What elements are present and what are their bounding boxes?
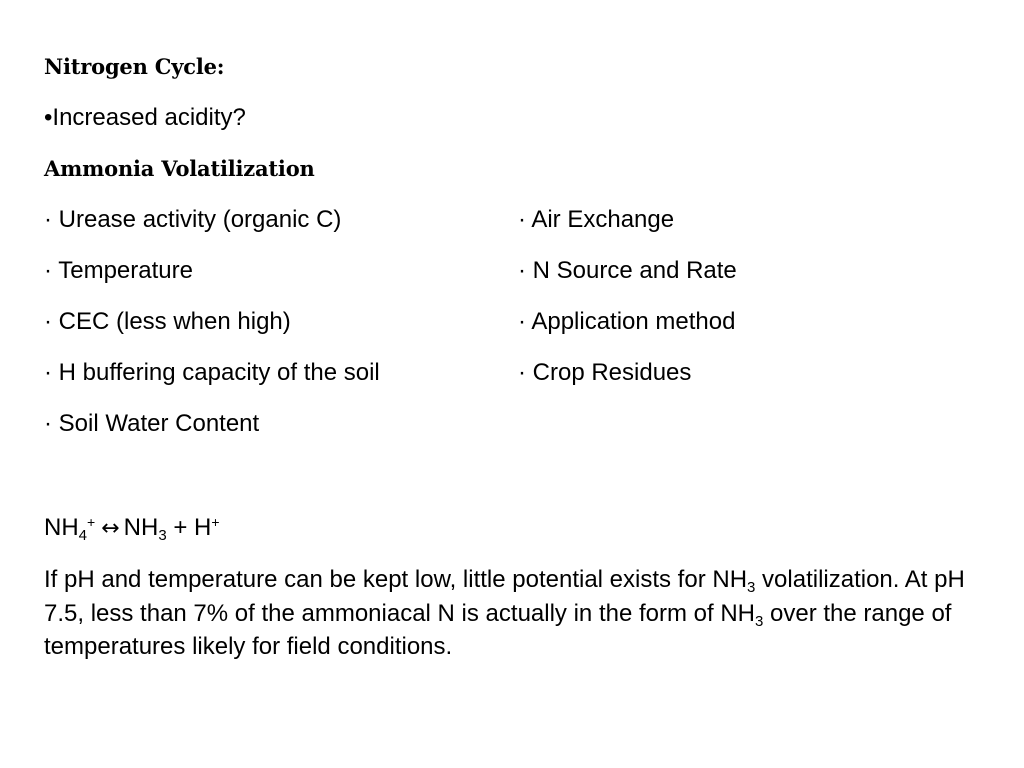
eq-product2-sup: + <box>211 514 220 530</box>
explanation-paragraph <box>44 563 984 664</box>
para-part1: If pH and temperature can be kept low, little potential exists for NH <box>44 566 748 593</box>
factor-n-source-rate: · N Source and Rate <box>518 257 737 284</box>
factor-soil-water: · Soil Water Content <box>44 410 260 437</box>
bullet-increased-acidity: •Increased acidity? <box>44 104 246 131</box>
factor-air-exchange: · Air Exchange <box>518 206 675 233</box>
eq-reactant-sup: + <box>87 514 96 530</box>
factor-application-method: · Application method <box>518 308 736 335</box>
double-arrow-icon: ↔ <box>101 516 120 541</box>
equilibrium-equation <box>44 513 220 544</box>
slide-title: Nitrogen Cycle: <box>44 54 225 79</box>
section-subtitle: Ammonia Volatilization <box>44 156 315 181</box>
para-sub2: 3 <box>755 612 764 630</box>
factor-crop-residues: · Crop Residues <box>518 359 692 386</box>
eq-reactant-sub: 4 <box>78 527 88 544</box>
para-part2: volatilization. At pH 7.5, less than 7% of the ammoniacal N is actually in the form of NH <box>44 566 965 627</box>
factor-temperature: · Temperature <box>44 257 193 284</box>
factor-urease-activity: · Urease activity (organic C) <box>44 206 342 233</box>
para-sub1: 3 <box>747 579 756 596</box>
eq-product1-sub: 3 <box>158 527 167 544</box>
factor-cec: · CEC (less when high) <box>44 308 291 335</box>
eq-reactant: NH <box>44 514 79 541</box>
eq-plus-h: + H <box>166 514 212 541</box>
factor-h-buffering: · H buffering capacity of the soil <box>44 359 380 386</box>
eq-product1: NH <box>123 514 159 541</box>
para-part3: over the range of temperatures likely for field conditions. <box>44 599 952 660</box>
